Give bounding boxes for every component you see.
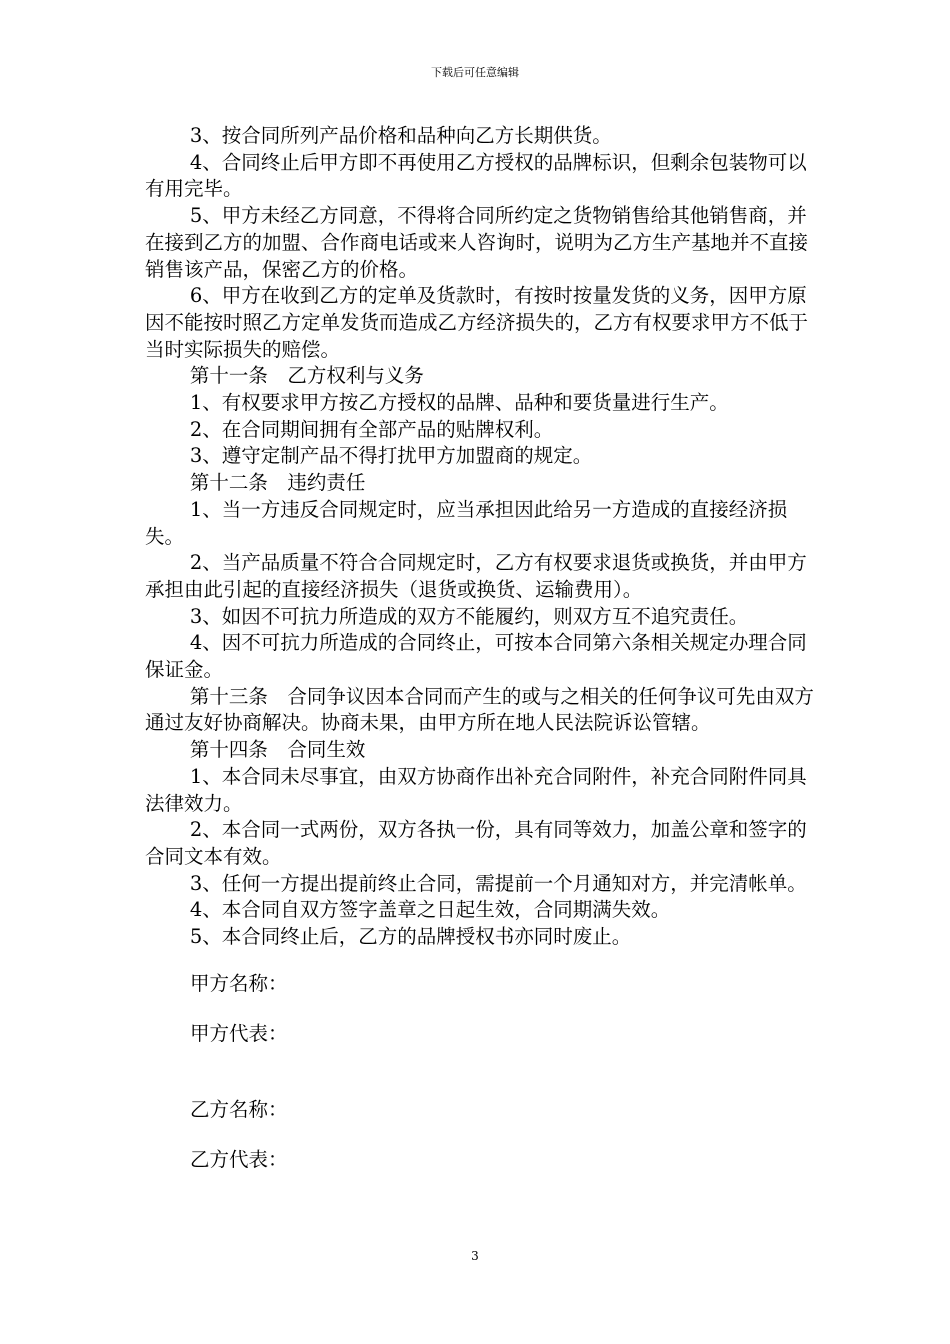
clause-paragraph: 4、本合同自双方签字盖章之日起生效，合同期满失效。 — [189, 898, 671, 922]
clause-paragraph: 3、如因不可抗力所造成的双方不能履约，则双方互不追究责任。 — [189, 604, 749, 628]
article-heading: 第十三条 合同争议因本合同而产生的或与之相关的任何争议可先由双方通过友好协商解决。协商未果，由甲方所在地人民法院诉讼管辖。 — [145, 684, 814, 735]
clause-paragraph: 5、甲方未经乙方同意，不得将合同所约定之货物销售给其他销售商，并在接到乙方的加盟、合作商电话或来人咨询时，说明为乙方生产基地并不直接销售该产品，保密乙方的价格。 — [145, 204, 809, 281]
clause-paragraph: 1、本合同未尽事宜，由双方协商作出补充合同附件，补充合同附件同具法律效力。 — [145, 764, 807, 815]
clause-paragraph: 4、合同终止后甲方即不再使用乙方授权的品牌标识，但剩余包装物可以有用完毕。 — [145, 150, 807, 201]
article-heading: 第十四条 合同生效 — [189, 738, 366, 762]
clause-paragraph: 3、按合同所列产品价格和品种向乙方长期供货。 — [189, 124, 612, 147]
clause-paragraph: 1、当一方违反合同规定时，应当承担因此给另一方造成的直接经济损失。 — [145, 497, 788, 548]
party-a-name-label: 甲方名称： — [190, 972, 288, 995]
clause-paragraph: 3、遵守定制产品不得打扰甲方加盟商的规定。 — [189, 444, 593, 468]
party-b-representative-label: 乙方代表： — [190, 1148, 288, 1171]
party-a-representative-label: 甲方代表： — [190, 1022, 288, 1045]
article-heading: 第十二条 违约责任 — [189, 471, 366, 495]
page-number: 3 — [471, 1249, 479, 1263]
clause-paragraph: 2、在合同期间拥有全部产品的贴牌权利。 — [189, 417, 554, 441]
clause-paragraph: 3、任何一方提出提前终止合同，需提前一个月通知对方，并完清帐单。 — [189, 871, 807, 895]
clause-paragraph: 2、当产品质量不符合合同规定时，乙方有权要求退货或换货，并由甲方承担由此引起的直接经济损失（退货或换货、运输费用）。 — [145, 551, 807, 601]
clause-paragraph: 5、本合同终止后，乙方的品牌授权书亦同时废止。 — [189, 925, 632, 949]
contract-body — [145, 123, 815, 951]
page-header: 下载后可任意编辑 — [431, 66, 519, 79]
clause-paragraph: 4、因不可抗力所造成的合同终止，可按本合同第六条相关规定办理合同保证金。 — [145, 631, 807, 682]
article-heading: 第十一条 乙方权利与义务 — [189, 364, 424, 388]
clause-paragraph: 1、有权要求甲方按乙方授权的品牌、品种和要货量进行生产。 — [189, 391, 729, 415]
party-b-name-label: 乙方名称： — [190, 1098, 288, 1121]
clause-paragraph: 6、甲方在收到乙方的定单及货款时，有按时按量发货的义务，因甲方原因不能按时照乙方定单发货而造成乙方经济损失的，乙方有权要求甲方不低于当时实际损失的赔偿。 — [145, 284, 809, 361]
clause-paragraph: 2、本合同一式两份，双方各执一份，具有同等效力，加盖公章和签字的合同文本有效。 — [145, 818, 807, 868]
